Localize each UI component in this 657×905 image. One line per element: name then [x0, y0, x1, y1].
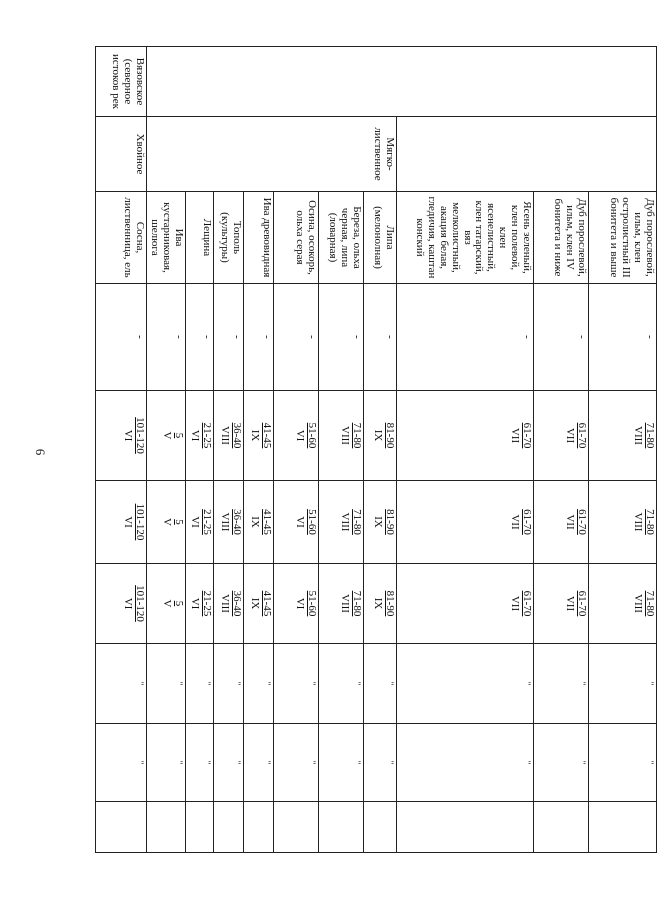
dash-cell: -	[588, 284, 656, 391]
rotated-table-frame	[95, 46, 657, 852]
age-cell: 5 V	[147, 481, 186, 564]
region-cell-blank	[147, 47, 657, 117]
age-cell: 36-40 VIII	[213, 481, 243, 564]
age-cell: 36-40 VIII	[213, 564, 243, 644]
ditto-cell: "	[243, 724, 273, 802]
age-cell: 71-80 VIII	[588, 564, 656, 644]
age-cell: 21-25 VI	[185, 391, 213, 481]
ditto-cell: "	[396, 724, 533, 802]
species-cell: Ива кустарниковая, шелюга	[147, 192, 186, 284]
blank-cell	[588, 802, 656, 853]
age-cell: 51-60 VI	[273, 391, 318, 481]
age-cell: 101-120 VI	[96, 564, 147, 644]
ditto-cell: "	[588, 644, 656, 724]
dash-cell: -	[243, 284, 273, 391]
blank-cell	[363, 802, 396, 853]
age-cell: 71-80 VIII	[588, 481, 656, 564]
group-cell-blank	[396, 117, 656, 192]
dash-cell: -	[96, 284, 147, 391]
ditto-cell: "	[147, 644, 186, 724]
page-number: 6	[33, 448, 48, 456]
ditto-cell: "	[273, 724, 318, 802]
ditto-cell: "	[147, 724, 186, 802]
ditto-cell: "	[318, 644, 363, 724]
species-cell: Лещина	[185, 192, 213, 284]
age-cell: 36-40 VIII	[213, 391, 243, 481]
age-cell: 61-70 VII	[533, 391, 588, 481]
group-cell-conifer: Хвойное	[96, 117, 147, 192]
ditto-cell: "	[185, 724, 213, 802]
blank-cell	[96, 802, 147, 853]
blank-cell	[147, 802, 186, 853]
age-cell: 5 V	[147, 564, 186, 644]
age-cell: 41-45 IX	[243, 391, 273, 481]
age-cell: 61-70 VII	[396, 481, 533, 564]
age-cell: 51-60 VI	[273, 481, 318, 564]
age-cell: 81-90 IX	[363, 481, 396, 564]
blank-cell	[318, 802, 363, 853]
blank-cell	[533, 802, 588, 853]
age-cell: 71-80 VIII	[318, 564, 363, 644]
species-cell: Тополь (культуры)	[213, 192, 243, 284]
age-cell: 61-70 VII	[533, 481, 588, 564]
ditto-cell: "	[185, 644, 213, 724]
blank-cell	[396, 802, 533, 853]
age-cell: 71-80 VIII	[318, 391, 363, 481]
blank-cell	[273, 802, 318, 853]
dash-cell: -	[318, 284, 363, 391]
dash-cell: -	[213, 284, 243, 391]
age-cell: 81-90 IX	[363, 564, 396, 644]
ditto-cell: "	[96, 724, 147, 802]
ditto-cell: "	[96, 644, 147, 724]
ditto-cell: "	[243, 644, 273, 724]
ditto-cell: "	[533, 724, 588, 802]
age-cell: 71-80 VIII	[318, 481, 363, 564]
age-cell: 101-120 VI	[96, 481, 147, 564]
age-cell: 21-25 VI	[185, 564, 213, 644]
species-cell: Осина, осокорь, ольха серая	[273, 192, 318, 284]
species-cell: Береза, ольха черная, липа (ловарная)	[318, 192, 363, 284]
species-cell: Ясень зеленый, клен полевой, клен ясенелистный, клен татарский, вяз мелколистный, акация белая, гледичия, каштан конский	[396, 192, 533, 284]
blank-cell	[243, 802, 273, 853]
species-cell: Дуб порослевой, ильм, клен остролистный III бонитета и выше	[588, 192, 656, 284]
age-cell: 41-45 IX	[243, 564, 273, 644]
ditto-cell: "	[363, 724, 396, 802]
ditto-cell: "	[588, 724, 656, 802]
dash-cell: -	[185, 284, 213, 391]
dash-cell: -	[363, 284, 396, 391]
blank-cell	[213, 802, 243, 853]
age-cell: 61-70 VII	[396, 564, 533, 644]
ditto-cell: "	[213, 724, 243, 802]
ditto-cell: "	[213, 644, 243, 724]
species-cell: Ива древовидная	[243, 192, 273, 284]
blank-cell	[185, 802, 213, 853]
dash-cell: -	[396, 284, 533, 391]
age-cell: 41-45 IX	[243, 481, 273, 564]
age-classes-table	[95, 46, 657, 853]
table-row	[96, 47, 147, 853]
species-cell: Сосна, лиственница, ель	[96, 192, 147, 284]
age-cell: 21-25 VI	[185, 481, 213, 564]
age-cell: 101-120 VI	[96, 391, 147, 481]
age-cell: 81-90 IX	[363, 391, 396, 481]
group-cell-soft: Мягко-лиственное	[147, 117, 397, 192]
table-row	[363, 47, 396, 853]
ditto-cell: "	[533, 644, 588, 724]
table-row	[588, 47, 656, 853]
age-cell: 5 V	[147, 391, 186, 481]
region-cell: Вязовское (северное истоков рек	[96, 47, 147, 117]
age-cell: 61-70 VII	[533, 564, 588, 644]
ditto-cell: "	[363, 644, 396, 724]
age-cell: 51-60 VI	[273, 564, 318, 644]
age-cell: 71-80 VIII	[588, 391, 656, 481]
ditto-cell: "	[318, 724, 363, 802]
dash-cell: -	[533, 284, 588, 391]
dash-cell: -	[147, 284, 186, 391]
ditto-cell: "	[273, 644, 318, 724]
ditto-cell: "	[396, 644, 533, 724]
dash-cell: -	[273, 284, 318, 391]
species-cell: Дуб порослевой, ильм, клен IV бонитета и ниже	[533, 192, 588, 284]
species-cell: Липа (мелонолная)	[363, 192, 396, 284]
age-cell: 61-70 VII	[396, 391, 533, 481]
